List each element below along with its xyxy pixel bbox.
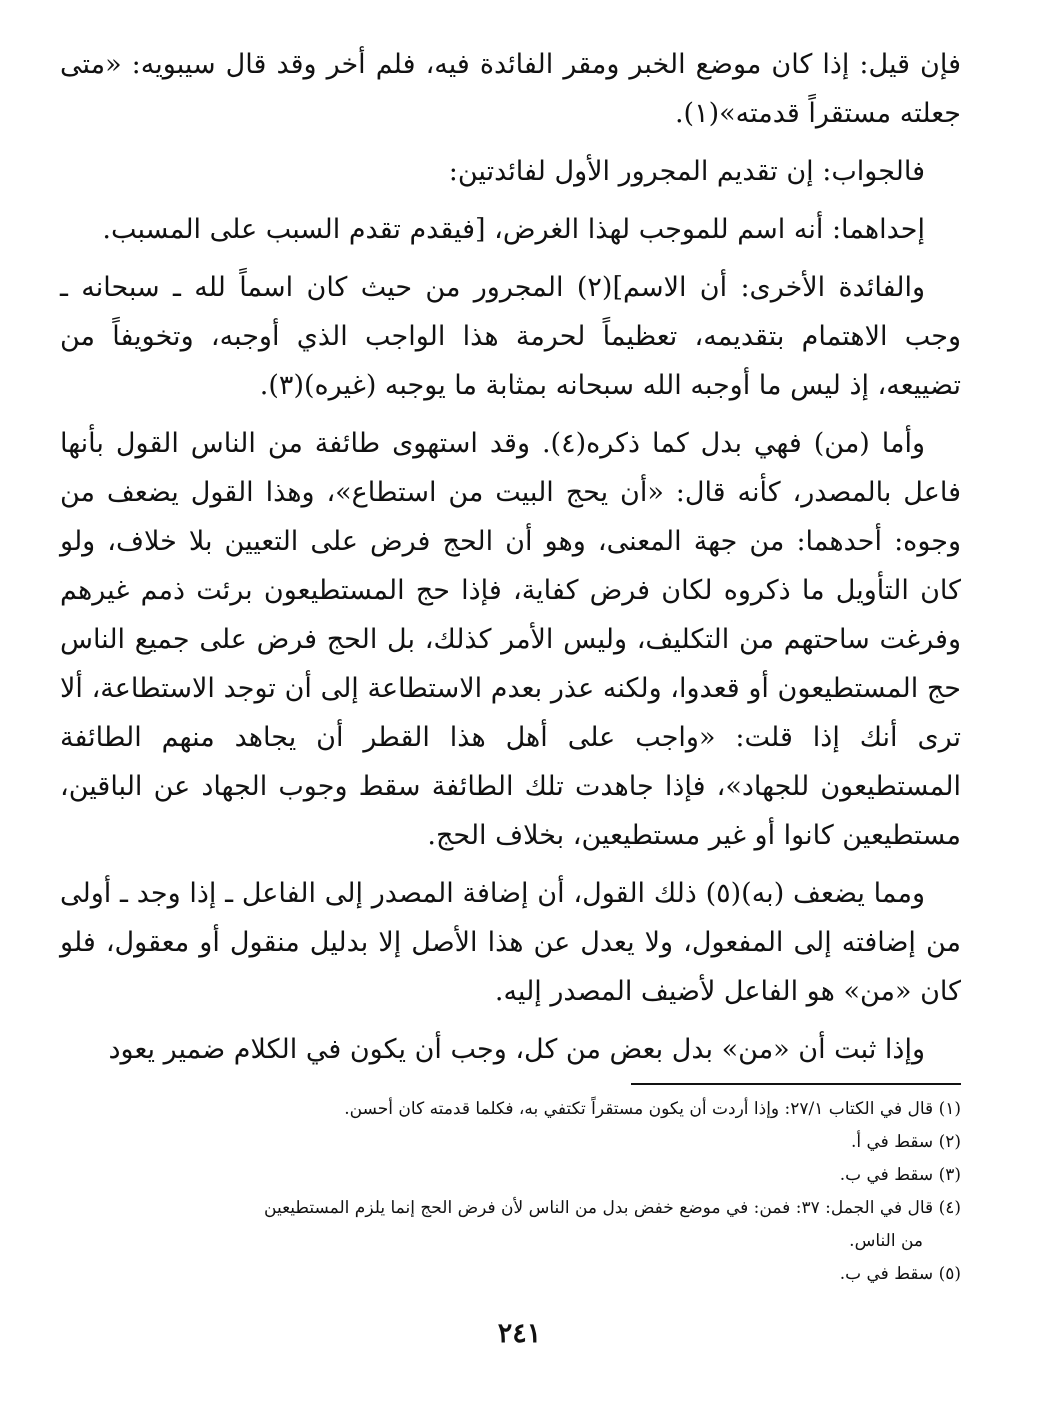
paragraph-answer: فالجواب: إن تقديم المجرور الأول لفائدتين: [448,156,925,187]
paragraph-man-badal: وأما (من) فهي بدل كما ذكره(٤). وقد استهوى طائفة من الناس القول بأنها فاعل بالمصدر، كأنه قال: «أن يحج البيت من استطاع»، وهذا القول يضعف من وجوه: أحدهما: من جهة المعنى، وهو أن الحج فرض على التعيين بلا خلاف، ولو كان التأويل ما ذكروه لكان فرض كفاية، فإذا حج المستطيعون برئت ذمم غيرهم وفرغت ساحتهم من التكليف، وليس الأمر كذلك، بل الحج فرض على جميع الناس حج المستطيعون أو قعدوا، ولكنه عذر بعدم الاستطاعة إلى أن توجد الاستطاعة، ألا ترى أنك إذا قلت: «واجب على أهل هذا القطر أن يجاهد منهم الطائفة المستطيعون للجهاد»، فإذا جاهدت تلك الطائفة سقط وجوب الجهاد عن الباقين، مستطيعين كانوا أو غير مستطيعين، بخلاف الحج. [60,428,961,851]
footnotes [60,1093,961,1291]
footnote-2: (٢) سقط في أ. [850,1132,961,1152]
footnote-3: (٣) سقط في ب. [839,1165,961,1185]
footnote-4-continuation: من الناس. [849,1231,923,1251]
paragraph-conclusion: وإذا ثبت أن «من» بدل بعض من كل، وجب أن يكون في الكلام ضمير يعود [108,1034,925,1065]
paragraph-first-benefit: إحداهما: أنه اسم للموجب لهذا الغرض، [فيقدم تقدم السبب على المسبب. [102,214,925,245]
footnote-4: (٤) قال في الجمل: ٣٧: فمن: في موضع خفض بدل من الناس لأن فرض الحج إنما يلزم المستطيعين [264,1198,961,1218]
paragraph-second-benefit: والفائدة الأخرى: أن الاسم](٢) المجرور من حيث كان اسماً لله ـ سبحانه ـ وجب الاهتمام بتقديمه، تعظيماً لحرمة هذا الواجب الذي أوجبه، وتخويفاً من تضييعه، إذ ليس ما أوجبه الله سبحانه بمثابة ما يوجبه (غيره)(٣). [60,272,961,401]
paragraph-question: فإن قيل: إذا كان موضع الخبر ومقر الفائدة فيه، فلم أخر وقد قال سيبويه: «متى جعلته مستقراً قدمته»(١). [60,49,961,129]
footnote-1: (١) قال في الكتاب ٢٧/١: وإذا أردت أن يكون مستقراً تكتفي به، فكلما قدمته كان أحسن. [344,1099,961,1119]
footnote-divider [631,1083,961,1085]
main-text [60,40,961,1074]
page-number: ٢٤١ [497,1318,542,1349]
paragraph-weakness: ومما يضعف (به)(٥) ذلك القول، أن إضافة المصدر إلى الفاعل ـ إذا وجد ـ أولى من إضافته إلى المفعول، ولا يعدل عن هذا الأصل إلا بدليل منقول أو معقول، فلو كان «من» هو الفاعل لأضيف المصدر إليه. [60,878,961,1007]
footnote-5: (٥) سقط في ب. [839,1264,961,1284]
